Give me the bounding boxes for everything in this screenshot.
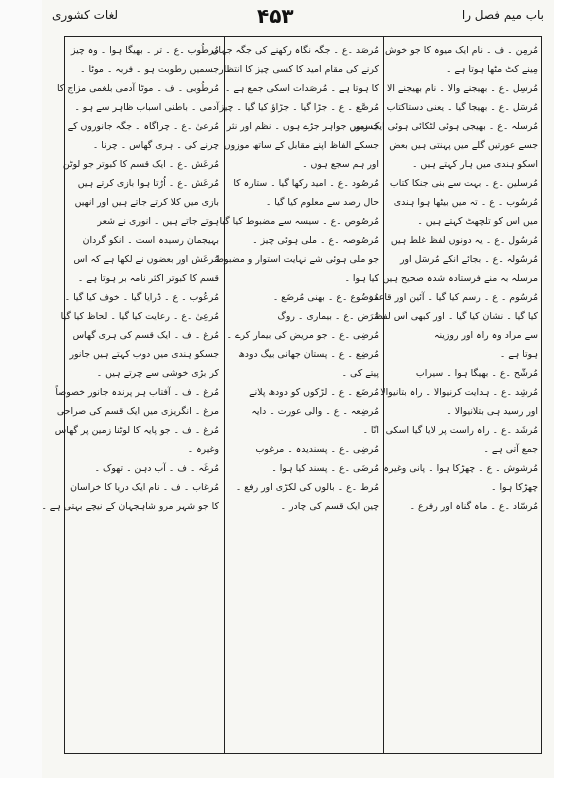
text-line: کا جو شہر مرو شاہجہان کے نیچے بہتی ہے ۔ bbox=[41, 501, 219, 512]
text-line: مُرطُوبی ۔ ف ۔ موٹا آدمی بلغمی مزاج کا bbox=[56, 83, 219, 94]
text-line: کیا گیا ۔ نشان کیا گیا ۔ اور کبھی اس لفظ bbox=[374, 311, 538, 322]
text-line: مُرشوش ۔ ع ۔ چھڑکا ہوا ۔ پانی وغیرہ bbox=[383, 463, 538, 474]
header-right-title: باب میم فصل را bbox=[461, 8, 544, 22]
text-line: اور رسید ہی بتلانیوالا ۔ bbox=[446, 406, 538, 417]
left-margin bbox=[0, 0, 42, 800]
text-line: مرسلہ بہ منے فرستادہ شدہ صحیح ہیں ۔ bbox=[374, 273, 538, 284]
text-line: پیتے کی ۔ bbox=[341, 368, 379, 379]
text-line: کیا ہوا ۔ bbox=[344, 273, 379, 284]
text-line: جسکے الفاظ اپنے مقابل کے ساتھ موزوں bbox=[223, 140, 379, 151]
text-line: مُرط ۔ع ۔ بالوں کی لکڑی اور رفع ۔ bbox=[235, 482, 379, 493]
text-line: جو ملی ہوئی شے نہایت استوار و مضبوط bbox=[215, 254, 379, 265]
text-line: مُرسلین ۔ع ۔ بہت سے بنی جنکا کتاب bbox=[389, 178, 538, 189]
text-line: مُرشَد ۔ع ۔ راہ راست پر لایا گیا اسکی bbox=[385, 425, 538, 436]
text-line: بازی میں کلا کرتے جاتے ہیں اور انھیں bbox=[74, 197, 219, 208]
text-line: آدمی ۔ باطنی اسباب ظاہر سے ہو ۔ bbox=[74, 102, 219, 113]
text-line: مُرضِع ۔ ع ۔ پستان جھانی بیگ دودھ bbox=[238, 349, 379, 360]
text-line: مُرضِی ۔ع ۔ جو مریض کی بیمار کرے ۔ bbox=[226, 330, 379, 341]
text-line: مُرعَش ۔ع ۔ ایک قسم کا کبوتر جو لوٹن bbox=[62, 159, 219, 170]
text-line: مُرسُوب ۔ ع ۔ تہ میں بیٹھا ہوا ہندی bbox=[393, 197, 538, 208]
text-line: مُرسُولہ ۔ع ۔ بجائے انکے مُرسَل اور bbox=[399, 254, 538, 265]
text-line: مُرعَش اور بعضوں نے لکھا ہے کہ اس bbox=[73, 254, 219, 265]
text-line: مُرضَع ۔ ع ۔ لڑکوں کو دودھ پلانے bbox=[249, 387, 379, 398]
text-line: مُرسُوم ۔ ع ۔ رسم کیا گیا ۔ آئین اور قاعدہ bbox=[368, 292, 538, 303]
text-line: مُرسَل ۔ع ۔ بھیجا گیا ۔ یعنی دستاکتاب bbox=[386, 102, 538, 113]
header-left-title: لغات کشوری bbox=[52, 8, 119, 22]
text-line: مُرغاب ۔ ف ۔ نام ایک دریا کا خراسان bbox=[70, 482, 219, 493]
text-line: مُرصَد ۔ع ۔ جگہ نگاہ رکھنے کی جگہ جہاں bbox=[211, 45, 379, 56]
text-line: مُرسلہ ۔ع ۔ بھیجی ہوئی لٹکائی ہوئی ایک زیور bbox=[351, 121, 538, 132]
text-line: وغیرہ ۔ bbox=[187, 444, 219, 455]
page-number: ۴۵۳ bbox=[257, 4, 294, 28]
text-line: مُرسِل ۔ع ۔ بھیجنے والا ۔ نام بھیجنے الا bbox=[386, 83, 538, 94]
text-line: جسمیں جواہر جڑے ہوں ۔ نظم اور نثر bbox=[226, 121, 379, 132]
text-line: اسکو ہندی میں ہار کہتے ہیں ۔ bbox=[411, 159, 538, 170]
text-line: بہیجمان رسیدہ است ۔ انکو گردان bbox=[82, 235, 219, 246]
text-line: ہوتا ہے ۔ bbox=[499, 349, 538, 360]
text-line: چھڑکا ہوا ۔ bbox=[490, 482, 538, 493]
page-header bbox=[42, 0, 554, 36]
text-line: مُرشّح ۔ع ۔ بھیگا ہوا ۔ سیراب bbox=[415, 368, 538, 379]
text-line: مُرشِد ۔ع ۔ ہدایت کرنیوالا ۔ راہ بتانیوالا bbox=[380, 387, 538, 398]
text-line: مُرطُوب ۔ع ۔ تر ۔ بھیگا ہوا ۔ وہ چیز bbox=[70, 45, 219, 56]
text-line: مُرضُوع ۔ع ۔ بھنی مُرضَع ۔ bbox=[272, 292, 379, 303]
text-line: مُرسّاد ۔ع ۔ ماہ گناہ اور رفرع ۔ bbox=[409, 501, 538, 512]
text-line: جسے عورتیں گلے میں پہنتی ہیں بعض bbox=[389, 140, 538, 151]
text-line: مِینے کٹ مٹھا ہوتا ہے ۔ bbox=[445, 64, 538, 75]
text-line: مُرَض ۔ع ۔ بیماری ۔ روگ bbox=[277, 311, 379, 322]
text-line: مُرصَّع ۔ ع ۔ جڑا گیا ۔ جڑاؤ کیا گیا ۔ چیز bbox=[219, 102, 379, 113]
text-line: انّا ۔ bbox=[362, 425, 379, 436]
book-page bbox=[42, 0, 554, 778]
text-line: مُرمِن ۔ ف ۔ نام ایک میوہ کا جو خوش bbox=[385, 45, 538, 56]
text-line: مُرعُوب ۔ ع ۔ ڈرایا گیا ۔ خوف کیا گیا ۔ bbox=[64, 292, 219, 303]
text-line: مُرضِی ۔ع ۔ پسندیدہ ۔ مرغوب bbox=[255, 444, 379, 455]
text-line: مُرصُود ۔ع ۔ امید رکھا گیا ۔ ستارہ کا bbox=[233, 178, 379, 189]
text-frame bbox=[41, 36, 542, 754]
text-line: کا ہوتا ہے ۔ مُرصَدات اسکی جمع ہے ۔ bbox=[224, 83, 379, 94]
text-line: ہوتے جاتے ہیں ۔ انوری نے شعر bbox=[97, 216, 219, 227]
bottom-strip bbox=[0, 778, 566, 800]
text-line: مُرغ ۔ ف ۔ ایک قسم کی ہری گھاس bbox=[72, 330, 219, 341]
text-line: جمع آتی ہے ۔ bbox=[483, 444, 538, 455]
text-line: سے مراد وہ راہ اور روزینہ bbox=[433, 330, 538, 341]
text-line: مُرغ ۔ ف ۔ آفتاب ہر پرندہ جانور خصوصاً bbox=[55, 387, 219, 398]
text-line: اور ہم سجع ہوں ۔ bbox=[302, 159, 379, 170]
text-line: قسم کا کبوتر اکثر نامہ بر ہوتا ہے ۔ bbox=[77, 273, 219, 284]
text-line: میں اس کو تلچھٹ کہتے ہیں ۔ bbox=[417, 216, 538, 227]
text-line: مُرضِعہ ۔ ع ۔ والی عورت ۔ دایہ bbox=[251, 406, 379, 417]
text-line: مرغ ۔ انگریزی میں ایک قسم کی صراحی bbox=[56, 406, 219, 417]
text-line: کر بڑی خوشی سے چرتے ہیں ۔ bbox=[96, 368, 219, 379]
text-line: مُرغ ۔ ف ۔ جو پایہ کا لوٹنا زمین پر گھاس bbox=[54, 425, 219, 436]
text-line: کرنے کی مقام امید کا کسی چیز کا انتظار bbox=[219, 64, 379, 75]
text-line: مُرعَش ۔ع ۔ اُڑتا ہوا بازی کرتے ہیں bbox=[77, 178, 219, 189]
text-line: مُرغَہ ۔ ف ۔ آب دہن ۔ تھوک ۔ bbox=[94, 463, 219, 474]
text-line: حال رصد سے معلوم کیا گیا ۔ bbox=[265, 197, 379, 208]
column-left bbox=[41, 41, 219, 749]
text-line: جسمیں رطوبت ہو ۔ فربہ ۔ موٹا ۔ bbox=[80, 64, 219, 75]
column-middle bbox=[211, 41, 379, 749]
text-line: جسکو ہندی میں دوب کہتے ہیں جانور bbox=[69, 349, 219, 360]
text-line: مُرصُوص ۔ع ۔ سیسہ سے مضبوط کیا گیا ۔ bbox=[211, 216, 379, 227]
text-line: مُرعیٰ ۔ع ۔ چراگاہ ۔ جگہ جانوروں کے bbox=[67, 121, 219, 132]
text-line: مُرسُول ۔ع ۔ یہ دونوں لفظ غلط ہیں bbox=[390, 235, 538, 246]
text-line: مُرضَی ۔ع ۔ پسند کیا ہوا ۔ bbox=[271, 463, 379, 474]
text-line: چرنے کی ۔ ہری گھاس ۔ چرنا ۔ bbox=[92, 140, 219, 151]
text-line: مُرعِیٰ ۔ع ۔ رعایت کیا گیا ۔ لحاظ کیا گیا bbox=[60, 311, 219, 322]
text-line: مُرصُوصہ ۔ع ۔ ملی ہوئی چیز ۔ bbox=[252, 235, 379, 246]
text-line: چین ایک قسم کی چادر ۔ bbox=[280, 501, 379, 512]
